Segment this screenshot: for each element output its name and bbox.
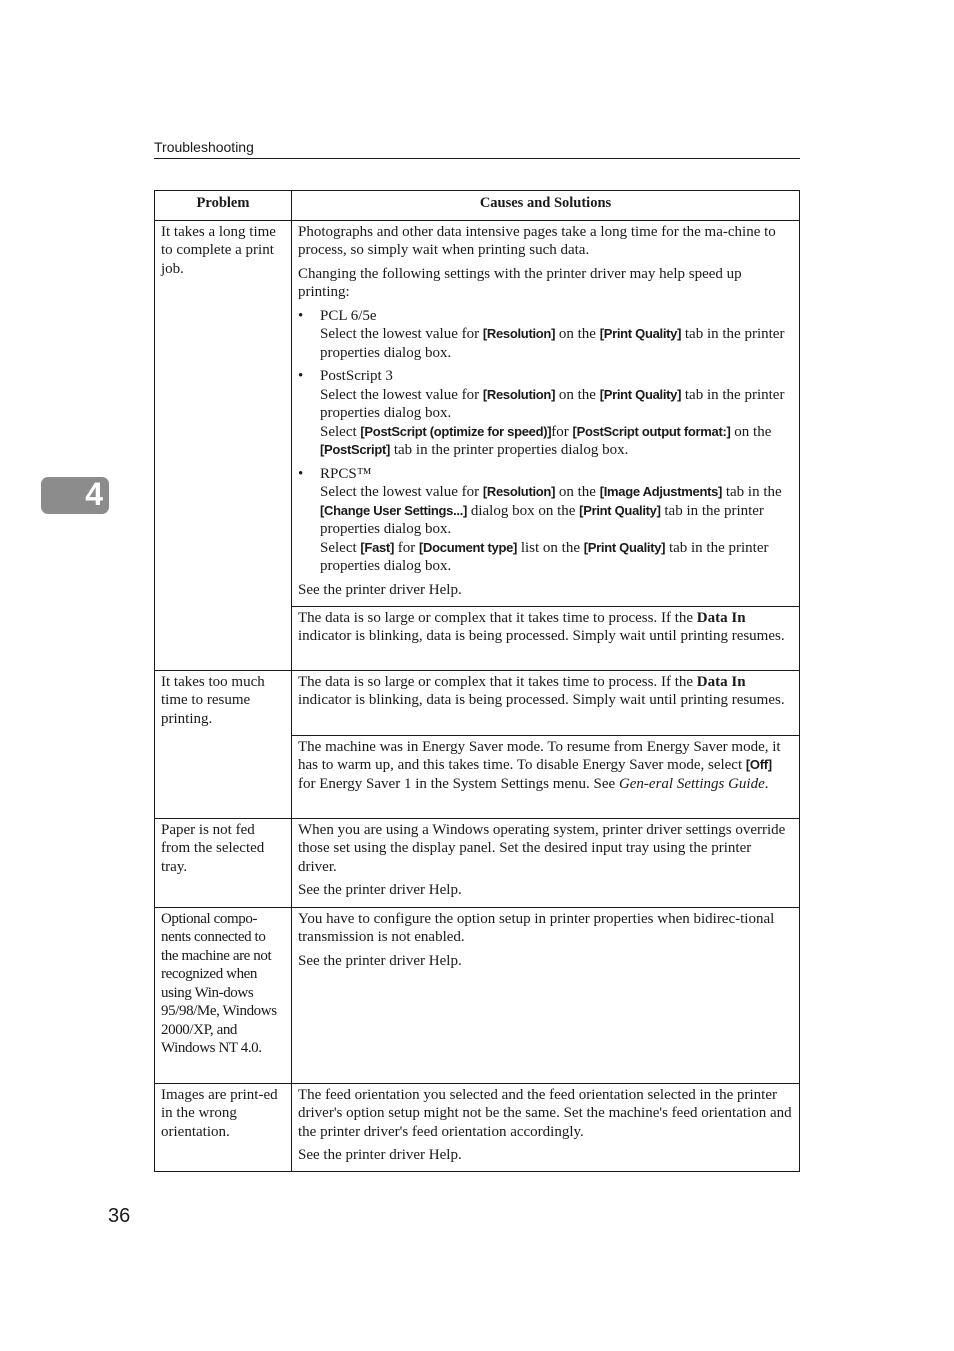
table-row xyxy=(155,907,800,1083)
bullet-line: Select [PostScript (optimize for speed)]for [PostScript output format:] on the [PostScript] tab in the printer properties dialog box. xyxy=(320,423,772,458)
bullet-line: Select the lowest value for [Resolution] on the [Image Adjustments] tab in the [Change User Settings...] dialog box on the [Print Quality] tab in the printer properties dialog box. xyxy=(320,484,782,537)
chapter-tab xyxy=(41,477,109,514)
bullet-item xyxy=(298,307,793,363)
cause-cell xyxy=(292,818,800,907)
bullet-line: Select [Fast] for [Document type] list on the [Print Quality] tab in the printer properties dialog box. xyxy=(320,539,769,574)
problem-cell: Paper is not fed from the selected tray. xyxy=(155,818,292,907)
bullet-icon: • xyxy=(298,465,304,482)
bullet-title: RPCS™ xyxy=(320,465,372,482)
bullet-title: PCL 6/5e xyxy=(320,307,377,324)
paragraph: See the printer driver Help. xyxy=(298,1147,462,1163)
page-number: 36 xyxy=(108,1205,131,1227)
cause-cell xyxy=(292,735,800,818)
paragraph: The machine was in Energy Saver mode. To resume from Energy Saver mode, it has to warm up, and this takes time. To disable Energy Saver mode, select [Off] for Energy Saver 1 in the System Settings menu. See Gen-eral Settings Guide. xyxy=(298,738,781,792)
problem-cell: Optional compo-nents connected to the machine are not recognized when using Win-dows 95/98/Me, Windows 2000/XP, and Windows NT 4.0. xyxy=(155,907,292,1083)
bullet-line: Select the lowest value for [Resolution] on the [Print Quality] tab in the printer properties dialog box. xyxy=(320,326,785,361)
cause-cell xyxy=(292,670,800,735)
paragraph: When you are using a Windows operating system, printer driver settings override those set using the display panel. Set the desired input tray using the printer driver. xyxy=(298,821,786,875)
paragraph: The feed orientation you selected and the feed orientation selected in the printer driver's option setup might not be the same. Set the machine's feed orientation and the printer driver's feed orientation accordingly. xyxy=(298,1086,792,1140)
cause-cell xyxy=(292,907,800,1083)
chapter-number: 4 xyxy=(85,476,103,512)
column-header-causes: Causes and Solutions xyxy=(292,191,800,221)
table-row xyxy=(155,670,800,735)
header-rule xyxy=(154,158,800,159)
running-header: Troubleshooting xyxy=(154,139,254,155)
bullet-icon: • xyxy=(298,307,304,324)
paragraph: The data is so large or complex that it takes time to process. If the Data In indicator is blinking, data is being processed. Simply wait until printing resumes. xyxy=(298,609,785,644)
bullet-item xyxy=(298,465,793,576)
paragraph: See the printer driver Help. xyxy=(298,581,462,598)
bullet-item xyxy=(298,367,793,460)
table-row xyxy=(155,220,800,606)
table-row xyxy=(155,818,800,907)
problem-cell: It takes too much time to resume printing. xyxy=(155,670,292,818)
paragraph: See the printer driver Help. xyxy=(298,882,462,898)
problem-cell: Images are print-ed in the wrong orientation. xyxy=(155,1083,292,1171)
bullet-title: PostScript 3 xyxy=(320,368,393,384)
cause-cell xyxy=(292,1083,800,1171)
table-row xyxy=(155,1083,800,1171)
column-header-problem: Problem xyxy=(155,191,292,221)
paragraph: You have to configure the option setup in printer properties when bidirec-tional transmission is not enabled. xyxy=(298,910,775,945)
troubleshooting-table xyxy=(154,190,800,1172)
paragraph: Changing the following settings with the printer driver may help speed up printing: xyxy=(298,265,742,300)
paragraph: See the printer driver Help. xyxy=(298,952,462,969)
bullet-line: Select the lowest value for [Resolution] on the [Print Quality] tab in the printer properties dialog box. xyxy=(320,386,785,421)
paragraph: Photographs and other data intensive pages take a long time for the ma-chine to process, so simply wait when printing such data. xyxy=(298,223,776,258)
problem-cell: It takes a long time to complete a print job. xyxy=(155,220,292,670)
table-header-row xyxy=(155,191,800,221)
cause-cell xyxy=(292,220,800,606)
bullet-icon: • xyxy=(298,368,304,384)
cause-cell xyxy=(292,606,800,670)
paragraph: The data is so large or complex that it takes time to process. If the Data In indicator is blinking, data is being processed. Simply wait until printing resumes. xyxy=(298,673,785,708)
